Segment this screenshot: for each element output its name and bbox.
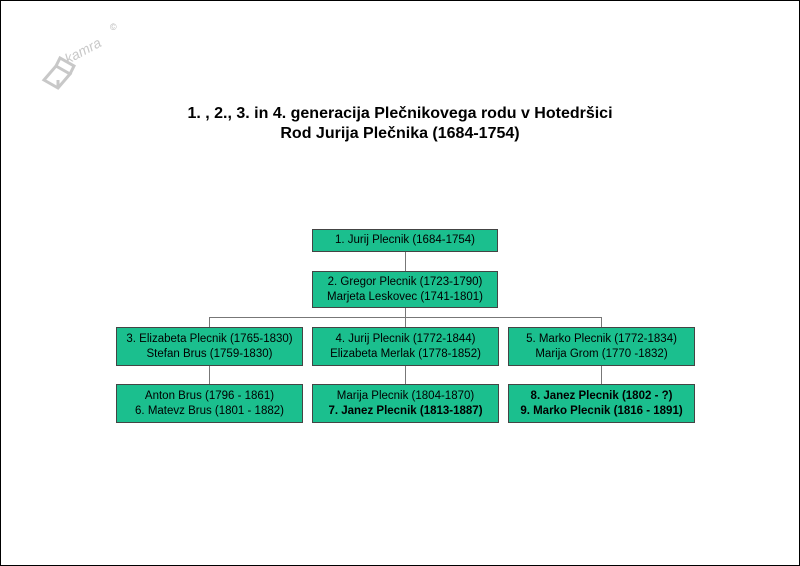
connector-gen3-gen4-left [209,366,210,384]
spouse-name: Elizabeta Merlak (1778-1852) [330,347,481,360]
person-name: 1. Jurij Plecnik (1684-1754) [335,234,475,246]
person-box-gen4-right [508,384,695,423]
person-name: 2. Gregor Plecnik (1723-1790) [327,275,483,288]
person-name: 3. Elizabeta Plecnik (1765-1830) [126,332,293,345]
person-box-gen4-middle [312,384,499,423]
page-subtitle: Rod Jurija Plečnika (1684-1754) [280,125,520,142]
child-name: 6. Matevz Brus (1801 - 1882) [135,404,284,417]
connector-gen3-gen4-middle [405,366,406,384]
child-name: Marija Plecnik (1804-1870) [336,389,475,402]
person-box-gen4-left [116,384,303,423]
kamra-logo [38,22,128,102]
spouse-name: Stefan Brus (1759-1830) [146,347,273,360]
child-name: 7. Janez Plecnik (1813-1887) [328,404,483,417]
person-name: 4. Jurij Plecnik (1772-1844) [335,332,476,345]
person-name: 5. Marko Plecnik (1772-1834) [526,332,677,345]
connector-to-gen3-left [209,317,210,327]
svg-text:kamra: kamra [61,34,104,67]
connector-to-gen3-middle [405,317,406,327]
person-box-gen3-middle [312,327,499,366]
connector-gen1-gen2 [405,252,406,272]
child-name: Anton Brus (1796 - 1861) [144,389,275,402]
connector-to-gen3-right [601,317,602,327]
spouse-name: Marija Grom (1770 -1832) [535,347,668,360]
person-box-gen3-left [116,327,303,366]
svg-text:©: © [110,22,117,32]
child-name: 9. Marko Plecnik (1816 - 1891) [520,404,683,417]
person-box-gen3-right [508,327,695,366]
page-title: 1. , 2., 3. in 4. generacija Plečnikovega rodu v Hotedršici [187,105,613,122]
person-box-gen1 [312,229,498,252]
child-name: 8. Janez Plecnik (1802 - ?) [530,389,673,402]
person-box-gen2 [312,271,498,308]
connector-gen3-gen4-right [601,366,602,384]
spouse-name: Marjeta Leskovec (1741-1801) [327,290,483,303]
